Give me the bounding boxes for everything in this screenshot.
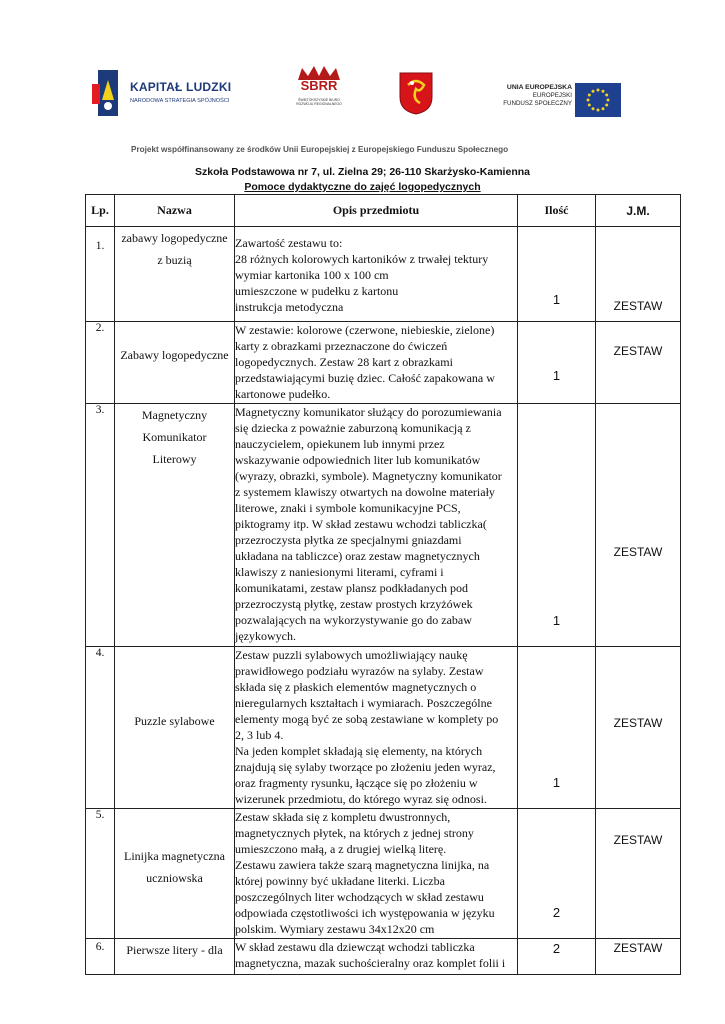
- row-lp-text: 4.: [95, 647, 105, 659]
- eu-flag-icon: [575, 83, 621, 117]
- row-jm: [596, 404, 681, 647]
- logo-bar: [0, 0, 725, 140]
- nazwa-line: Komunikator: [142, 430, 207, 444]
- quantity-value: 1: [552, 613, 561, 628]
- quantity-value: 2: [552, 941, 561, 956]
- row-opis: [235, 647, 518, 809]
- table-header-row: [86, 195, 681, 227]
- coat-of-arms-icon: [398, 71, 434, 115]
- row-ilosc: [518, 404, 596, 647]
- row-lp-text: 3.: [95, 404, 105, 416]
- opis-line: Zestaw składa się z kompletu dwustronnych,: [235, 810, 451, 824]
- document-title: Pomoce dydaktyczne do zajęć logopedycznych: [244, 181, 481, 193]
- opis-line: wymiar kartonika 100 x 100 cm: [235, 268, 389, 282]
- quantity-value: 1: [552, 775, 561, 790]
- opis-line: klawiszy z naniesionymi literami, cyframi i: [235, 565, 444, 579]
- opis-line: polskim. Wymiary zestawu 34x12x20 cm: [235, 922, 435, 936]
- quantity-value: 1: [552, 292, 561, 307]
- unit-value: ZESTAW: [613, 716, 663, 730]
- row-lp-text: 5.: [95, 809, 105, 821]
- row-nazwa: [115, 404, 235, 647]
- nazwa-line: uczniowska: [146, 871, 203, 885]
- opis-line: przedstawiającymi buzię dziec. Całość zapakowana w: [235, 371, 495, 385]
- nazwa-line: Pierwsze litery - dla: [126, 943, 223, 957]
- row-lp: [86, 227, 115, 322]
- quantity-value: 2: [552, 905, 561, 920]
- opis-line: Zestawu zawiera także szarą magnetyczna linijka, na: [235, 858, 490, 872]
- row-lp-text: 1.: [95, 240, 105, 252]
- row-ilosc: [518, 809, 596, 939]
- opis-line: znajdują się sylaby tworzące po złożeniu jeden wyraz,: [235, 760, 496, 774]
- row-jm: [596, 227, 681, 322]
- kapital-ludzki-emblem-icon: [92, 70, 124, 116]
- row-lp-text: 2.: [95, 322, 105, 334]
- row-nazwa: [115, 647, 235, 809]
- row-jm: [596, 647, 681, 809]
- opis-line: składa się z płaskich elementów magnetycznych o: [235, 680, 477, 694]
- opis-line: nieregularnych kształtach i wymiarach. Poszczególne: [235, 696, 492, 710]
- header-jm: J.M.: [596, 195, 681, 227]
- kapital-ludzki-logo: [90, 68, 250, 120]
- opis-line: literowe, znaki i symbole komunikacyjne PCS,: [235, 501, 461, 515]
- opis-line: oraz fragmenty rysunku, łączące się po złożeniu w: [235, 776, 478, 790]
- row-opis: [235, 939, 518, 975]
- opis-line: magnetycznych płytek, na których z jednej strony: [235, 826, 474, 840]
- unit-value: ZESTAW: [613, 299, 663, 313]
- sbrr-logo: [288, 64, 350, 122]
- opis-line: umieszczone w pudełku z kartonu: [235, 284, 399, 298]
- opis-line: karty z obrazkami przeznaczone do ćwiczeń: [235, 339, 448, 353]
- opis-line: (wyrazy, obrazki, symbole). Magnetyczny komunikator: [235, 469, 502, 483]
- table-row: [86, 809, 681, 939]
- opis-line: przezroczystą płytkę, zestaw prostych krzyżówek: [235, 597, 473, 611]
- opis-line: prawidłowego podziału wyrazów na sylaby. Zestaw: [235, 664, 484, 678]
- opis-line: komunikatami, zestaw plansz podkładanych pod: [235, 581, 468, 595]
- unit-value: ZESTAW: [613, 941, 663, 955]
- kapital-ludzki-title: KAPITAŁ LUDZKI: [130, 80, 232, 94]
- row-nazwa: [115, 227, 235, 322]
- opis-line: magnetyczna, mazak suchościeralny oraz komplet folii i: [235, 956, 506, 970]
- header-opis: Opis przedmiotu: [235, 195, 518, 227]
- opis-line: piktogramy itp. W skład zestawu wchodzi tabliczka(: [235, 517, 487, 531]
- row-ilosc: [518, 647, 596, 809]
- opis-line: pozwalających na wykorzystywanie go do zabaw: [235, 613, 472, 627]
- row-lp: [86, 322, 115, 404]
- opis-line: Zawartość zestawu to:: [235, 236, 343, 250]
- opis-line: Zestaw puzzli sylabowych umożliwiający naukę: [235, 648, 468, 662]
- opis-line: poszczególnych liter wchodzących w skład zestawu: [235, 890, 484, 904]
- row-ilosc: [518, 939, 596, 975]
- nazwa-line: Literowy: [152, 452, 197, 466]
- unit-value: ZESTAW: [613, 545, 663, 559]
- row-opis: [235, 227, 518, 322]
- nazwa-line: zabawy logopedyczne: [121, 231, 228, 245]
- table-row: [86, 647, 681, 809]
- school-address: Szkoła Podstawowa nr 7, ul. Zielna 29; 26-110 Skarżysko-Kamienna: [195, 166, 530, 178]
- header-nazwa: Nazwa: [115, 195, 235, 227]
- row-jm: [596, 322, 681, 404]
- row-lp-text: 6.: [95, 941, 105, 953]
- opis-line: W zestawie: kolorowe (czerwone, niebieskie, zielone): [235, 323, 495, 337]
- header-lp: Lp.: [86, 195, 115, 227]
- row-nazwa: [115, 939, 235, 975]
- row-nazwa: [115, 809, 235, 939]
- opis-line: 28 różnych kolorowych kartoników z trwałej tektury: [235, 252, 489, 266]
- row-ilosc: [518, 227, 596, 322]
- table-row: [86, 227, 681, 322]
- opis-line: odpowiada częstotliwości ich występowania w języku: [235, 906, 495, 920]
- quantity-value: 1: [552, 368, 561, 383]
- eu-line1: UNIA EUROPEJSKA: [506, 84, 572, 91]
- unit-value: ZESTAW: [613, 833, 663, 847]
- opis-line: kartonowe pudełko.: [235, 387, 331, 401]
- opis-line: przezroczysta płytka ze specjalnymi gniazdami: [235, 533, 462, 547]
- opis-line: wskazywanie odpowiednich liter lub komunikatów: [235, 453, 481, 467]
- row-jm: [596, 809, 681, 939]
- unit-value: ZESTAW: [613, 344, 663, 358]
- opis-line: Na jeden komplet składają się elementy, na których: [235, 744, 483, 758]
- opis-line: nauczycielem, opiekunem lub innymi przez: [235, 437, 445, 451]
- opis-line: 2, 3 lub 4.: [235, 728, 284, 742]
- table-row: [86, 939, 681, 975]
- opis-line: logopedycznych. Zestaw 28 kart z obrazkami: [235, 355, 453, 369]
- eu-text: [494, 84, 572, 108]
- table-row: [86, 404, 681, 647]
- row-lp: [86, 404, 115, 647]
- row-nazwa: [115, 322, 235, 404]
- opis-line: z systemem klawiszy otwartych na dowolne materiały: [235, 485, 495, 499]
- opis-line: Magnetyczny komunikator służący do porozumiewania: [235, 405, 502, 419]
- row-lp: [86, 939, 115, 975]
- opis-line: układana na tabliczce) oraz zestaw magnetycznych: [235, 549, 480, 563]
- nazwa-line: Linijka magnetyczna: [124, 849, 225, 863]
- opis-line: językowych.: [235, 629, 296, 643]
- eu-logo: [494, 78, 624, 122]
- opis-line: się dziecka z poważnie zaburzoną komunikacją z: [235, 421, 471, 435]
- nazwa-line: Puzzle sylabowe: [134, 714, 215, 728]
- row-opis: [235, 322, 518, 404]
- row-lp: [86, 647, 115, 809]
- sbrr-subtitle: ŚWIĘTOKRZYSKIE BIURO ROZWOJU REGIONALNEGO: [296, 98, 342, 106]
- row-opis: [235, 404, 518, 647]
- kapital-ludzki-subtitle: NARODOWA STRATEGIA SPÓJNOŚCI: [130, 98, 230, 104]
- opis-line: elementy mogą być ze sobą zestawiane w komplety po: [235, 712, 499, 726]
- nazwa-line: Zabawy logopedyczne: [120, 348, 229, 362]
- row-opis: [235, 809, 518, 939]
- eu-line2: EUROPEJSKI: [532, 92, 572, 99]
- cofinancing-note: Projekt współfinansowany ze środków Unii Europejskiej z Europejskiego Funduszu Społecznego: [131, 145, 509, 154]
- items-table: [85, 194, 681, 975]
- opis-line: instrukcja metodyczna: [235, 300, 344, 314]
- opis-line: W skład zestawu dla dziewcząt wchodzi tabliczka: [235, 940, 475, 954]
- opis-line: wizerunek przedmiotu, do którego wyraz się odnosi.: [235, 792, 487, 806]
- row-jm: [596, 939, 681, 975]
- nazwa-line: z buzią: [157, 253, 192, 267]
- nazwa-line: Magnetyczny: [141, 408, 208, 422]
- opis-line: umieszczono małą, a z drugiej wielką literę.: [235, 842, 447, 856]
- opis-line: której powinny być układane literki. Liczba: [235, 874, 445, 888]
- header-ilosc: Ilość: [518, 195, 596, 227]
- table-row: [86, 322, 681, 404]
- row-lp: [86, 809, 115, 939]
- eu-line3: FUNDUSZ SPOŁECZNY: [503, 100, 572, 107]
- row-ilosc: [518, 322, 596, 404]
- sbrr-text: SBRR: [300, 78, 338, 93]
